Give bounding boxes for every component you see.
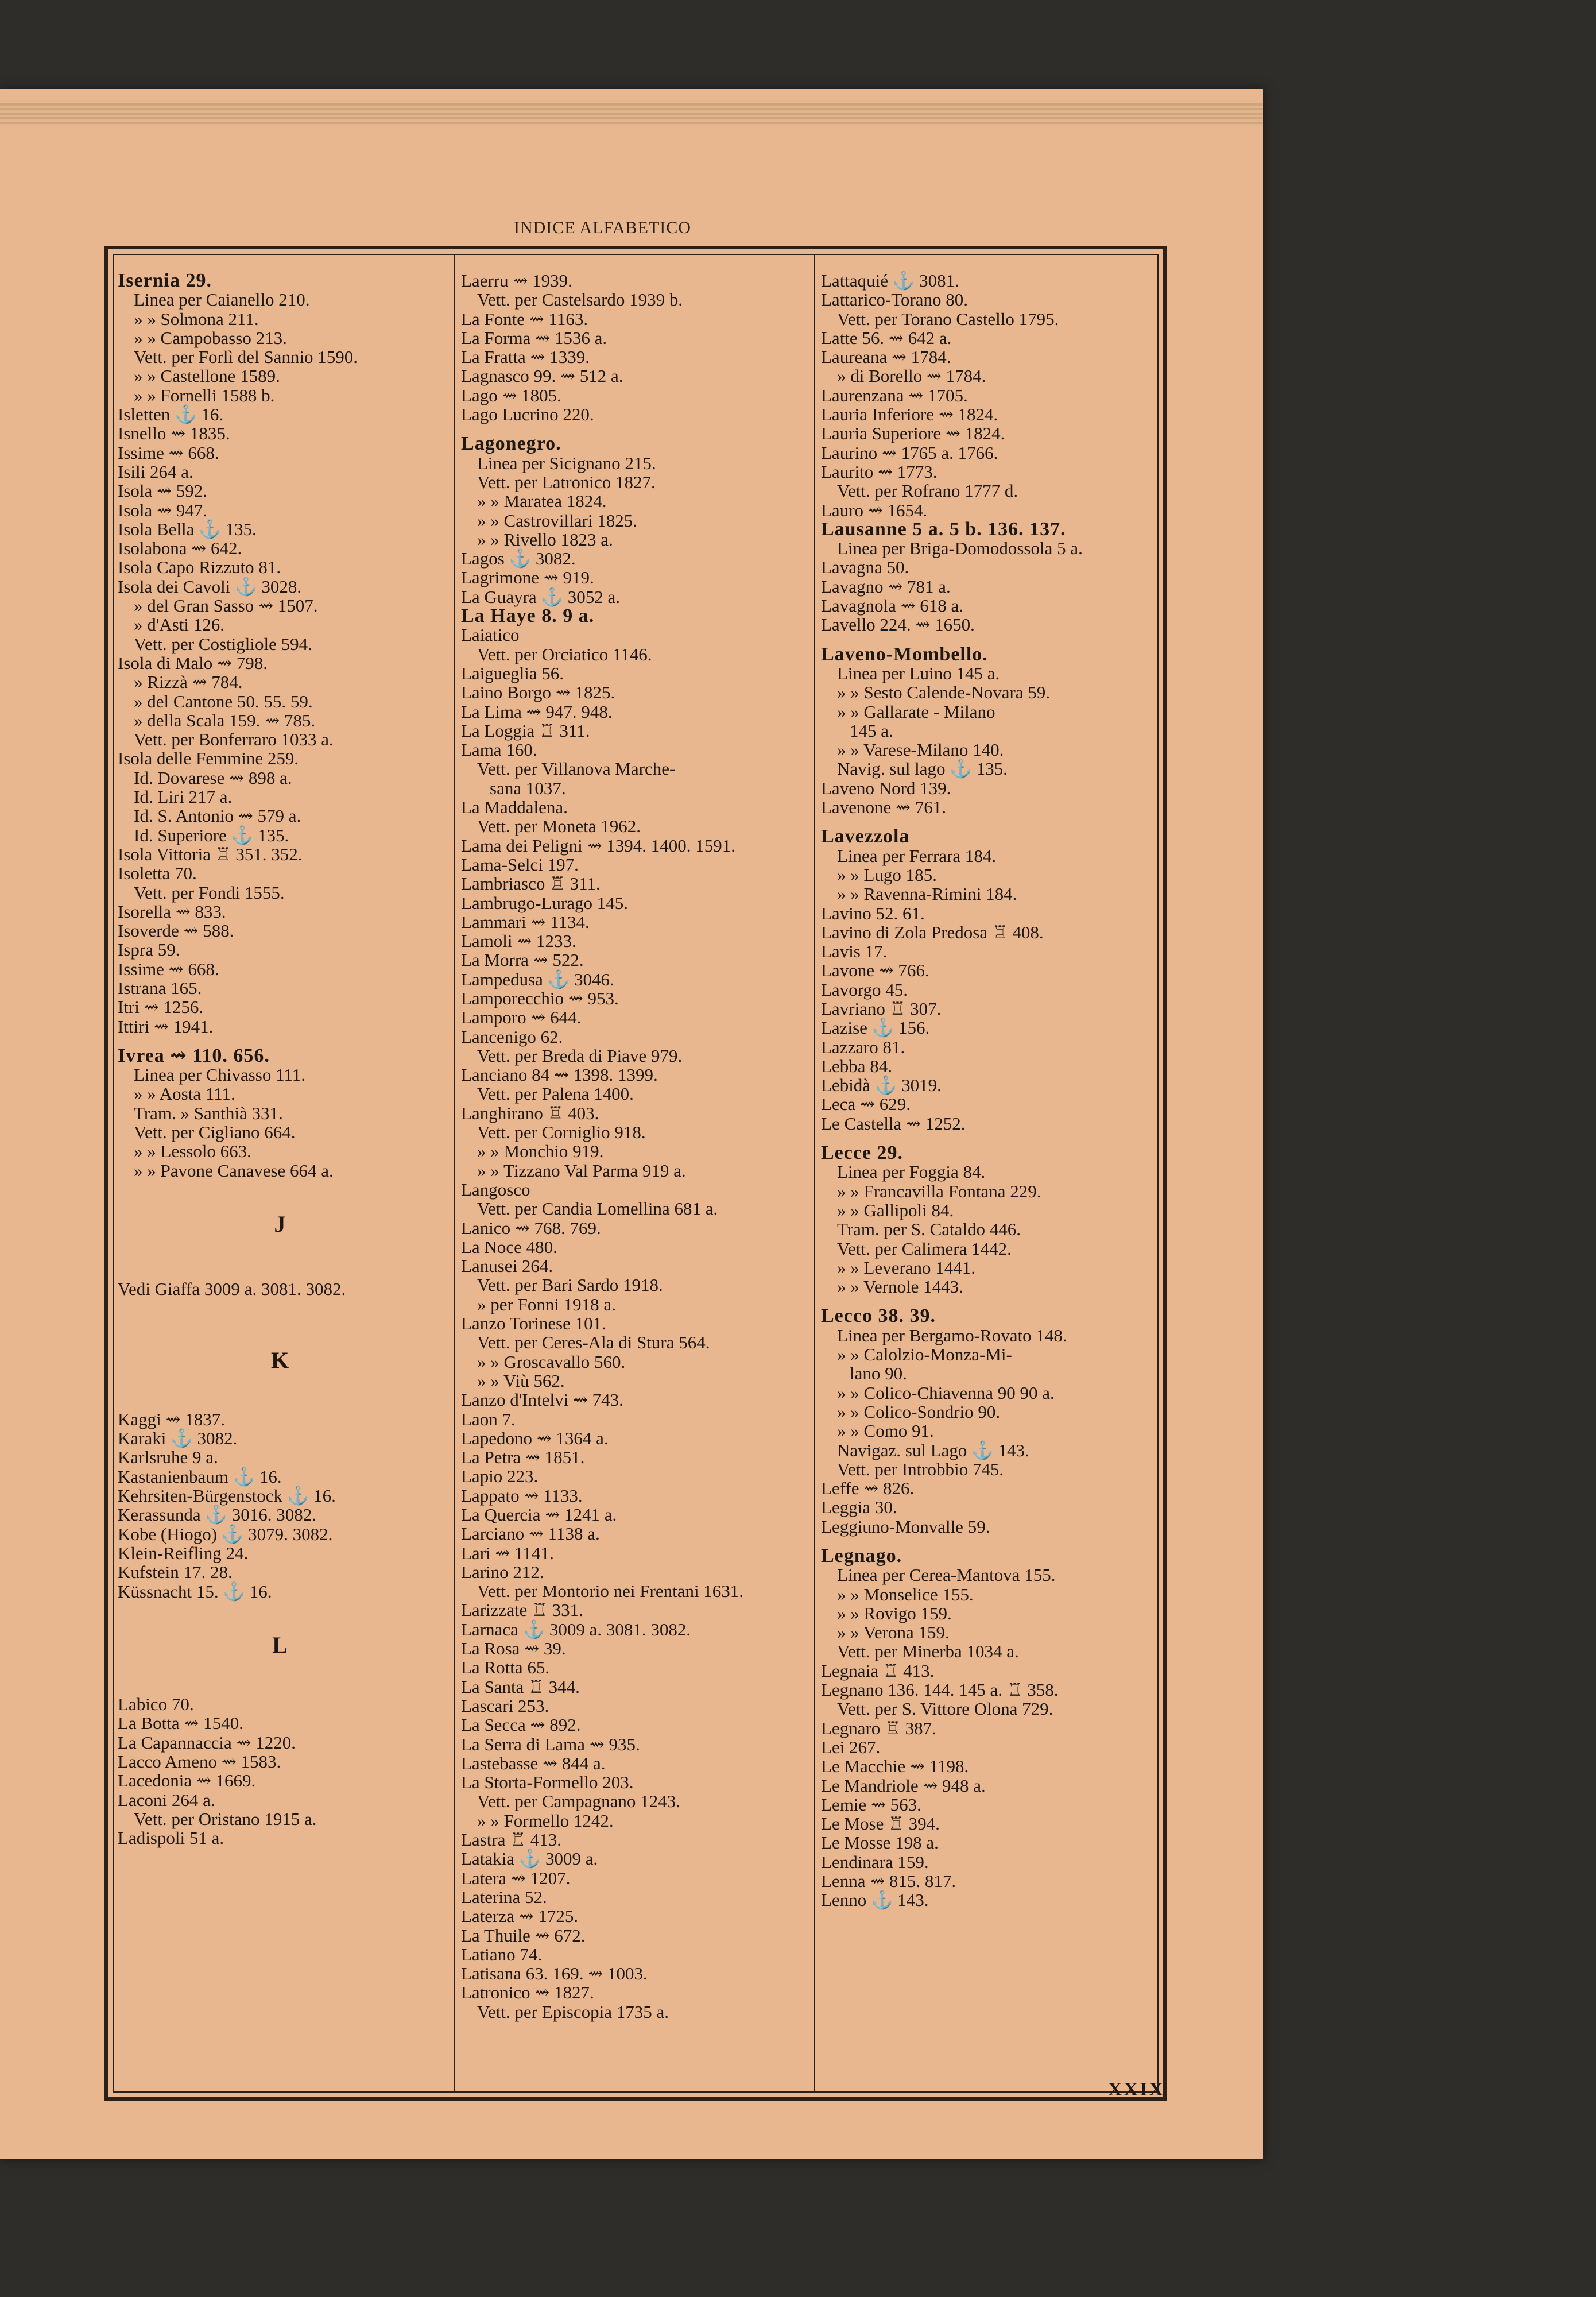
index-entry: Le Mandriole ⇝ 948 a. [821, 1775, 986, 1796]
index-entry: Latte 56. ⇝ 642 a. [821, 327, 952, 348]
index-entry: Vett. per Castelsardo 1939 b. [477, 289, 683, 310]
index-entry: Lavino 52. 61. [821, 903, 925, 923]
index-entry: La Forma ⇝ 1536 a. [461, 327, 607, 348]
index-entry: La Capannaccia ⇝ 1220. [118, 1732, 296, 1753]
index-entry: Lendinara 159. [821, 1851, 929, 1872]
index-entry: Ispra 59. [118, 939, 180, 960]
index-entry: » » Campobasso 213. [134, 327, 287, 348]
index-entry: Isolabona ⇝ 642. [118, 538, 242, 559]
index-entry: Kobe (Hiogo) ⚓ 3079. 3082. [118, 1523, 333, 1544]
index-entry: Id. Superiore ⚓ 135. [134, 825, 289, 845]
index-entry: » » Viù 562. [477, 1370, 565, 1391]
index-entry: Lanciano 84 ⇝ 1398. 1399. [461, 1065, 658, 1085]
index-entry: Vett. per Villanova Marche- [477, 759, 676, 779]
index-entry: Vett. per Cigliano 664. [134, 1122, 296, 1143]
index-heading: Lecco 38. 39. [821, 1305, 936, 1327]
index-entry: Ladispoli 51 a. [118, 1828, 224, 1849]
index-entry: Vett. per Fondi 1555. [134, 882, 285, 903]
index-entry: Larino 212. [461, 1561, 544, 1582]
index-entry: » » Formello 1242. [477, 1810, 614, 1831]
index-entry: Itri ⇝ 1256. [118, 997, 204, 1018]
index-entry: Lenna ⇝ 815. 817. [821, 1871, 956, 1892]
index-entry: Latronico ⇝ 1827. [461, 1982, 594, 2003]
index-entry: Leggia 30. [821, 1497, 897, 1518]
index-entry: Lei 267. [821, 1737, 881, 1757]
index-entry: La Maddalena. [461, 797, 568, 818]
index-column-2 [461, 271, 794, 2089]
index-entry: Laterza ⇝ 1725. [461, 1906, 579, 1927]
index-entry: Karaki ⚓ 3082. [118, 1428, 238, 1449]
index-entry: Isola di Malo ⇝ 798. [118, 652, 268, 673]
index-entry: La Loggia ♖ 311. [461, 720, 590, 741]
index-entry: Id. Dovarese ⇝ 898 a. [134, 767, 292, 788]
index-entry: Lazzaro 81. [821, 1037, 905, 1057]
index-heading: La Haye 8. 9 a. [461, 605, 595, 627]
index-entry: Isoletta 70. [118, 863, 197, 884]
index-entry: Lampedusa ⚓ 3046. [461, 969, 614, 989]
index-entry: Leggiuno-Monvalle 59. [821, 1516, 990, 1537]
index-entry: Legnano 136. 144. 145 a. ♖ 358. [821, 1680, 1059, 1700]
index-entry: Lavenone ⇝ 761. [821, 797, 946, 818]
index-entry: Klein-Reifling 24. [118, 1542, 249, 1563]
index-entry: Laconi 264 a. [118, 1789, 215, 1810]
index-entry: » » Colico-Sondrio 90. [837, 1401, 1001, 1422]
index-entry: Linea per Foggia 84. [837, 1162, 986, 1182]
running-head: INDICE ALFABETICO [514, 218, 691, 237]
index-entry: Linea per Briga-Domodossola 5 a. [837, 538, 1083, 559]
index-entry: Le Castella ⇝ 1252. [821, 1113, 966, 1134]
index-entry: Lanzo d'Intelvi ⇝ 743. [461, 1390, 623, 1410]
index-entry: » del Gran Sasso ⇝ 1507. [134, 595, 318, 616]
index-entry: Vett. per Rofrano 1777 d. [837, 481, 1018, 501]
index-entry: Lebba 84. [821, 1055, 892, 1076]
index-entry: Labico 70. [118, 1694, 194, 1715]
index-entry: La Guayra ⚓ 3052 a. [461, 586, 621, 607]
index-entry: Isola ⇝ 592. [118, 481, 207, 501]
index-entry: » » Sesto Calende-Novara 59. [837, 682, 1051, 703]
index-entry: Tram. » Santhià 331. [134, 1103, 283, 1123]
index-entry: Isola ⇝ 947. [118, 500, 207, 520]
index-entry: Lauro ⇝ 1654. [821, 500, 928, 520]
index-entry: Linea per Cerea-Mantova 155. [837, 1565, 1056, 1586]
index-entry: Vett. per Bari Sardo 1918. [477, 1275, 663, 1296]
index-entry: Laino Borgo ⇝ 1825. [461, 682, 615, 703]
index-column-3 [821, 271, 1154, 2089]
index-entry: Lauria Inferiore ⇝ 1824. [821, 404, 998, 425]
index-entry: Isola Vittoria ♖ 351. 352. [118, 844, 303, 864]
index-entry: Lago ⇝ 1805. [461, 385, 561, 405]
index-entry: » » Castellone 1589. [134, 366, 280, 386]
index-entry: La Rotta 65. [461, 1657, 550, 1678]
index-entry: » » Pavone Canavese 664 a. [134, 1160, 334, 1181]
index-entry: » » Francavilla Fontana 229. [837, 1181, 1041, 1201]
index-entry: Vett. per Oristano 1915 a. [134, 1808, 317, 1829]
index-entry: Lavis 17. [821, 941, 888, 962]
index-entry: Larnaca ⚓ 3009 a. 3081. 3082. [461, 1619, 691, 1639]
index-entry: Laurino ⇝ 1765 a. 1766. [821, 442, 998, 463]
index-entry: Vett. per Bonferraro 1033 a. [134, 729, 334, 750]
index-entry: Lambrugo-Lurago 145. [461, 892, 628, 913]
index-entry: La Fratta ⇝ 1339. [461, 347, 590, 368]
index-entry: Langosco [461, 1179, 530, 1200]
index-entry: Vett. per Introbbio 745. [837, 1459, 1004, 1479]
index-entry: Larizzate ♖ 331. [461, 1600, 583, 1621]
index-entry: Linea per Luino 145 a. [837, 663, 1000, 683]
index-entry: Vett. per Latronico 1827. [477, 471, 656, 492]
index-entry: » » Como 91. [837, 1421, 934, 1441]
index-entry: Laigueglia 56. [461, 663, 564, 683]
index-entry: Lamporecchio ⇝ 953. [461, 988, 619, 1008]
index-entry: Vett. per Forlì del Sannio 1590. [134, 347, 358, 368]
index-entry: Leca ⇝ 629. [821, 1094, 911, 1115]
index-entry: Küssnacht 15. ⚓ 16. [118, 1581, 272, 1602]
index-entry: Langhirano ♖ 403. [461, 1103, 599, 1123]
index-heading: Legnago. [821, 1545, 902, 1567]
index-entry: Navig. sul lago ⚓ 135. [837, 759, 1008, 779]
index-entry: Latera ⇝ 1207. [461, 1867, 571, 1888]
index-entry: Vett. per Corniglio 918. [477, 1122, 646, 1143]
index-entry: Isorella ⇝ 833. [118, 901, 226, 922]
index-entry: » » Vernole 1443. [837, 1277, 963, 1297]
index-entry: Lastra ♖ 413. [461, 1830, 561, 1850]
index-entry: » » Gallarate - Milano [837, 701, 995, 722]
index-entry: Linea per Caianello 210. [134, 289, 310, 310]
index-entry: Vett. per Campagnano 1243. [477, 1791, 680, 1812]
index-entry: Vett. per S. Vittore Olona 729. [837, 1699, 1053, 1719]
index-entry: » del Cantone 50. 55. 59. [134, 691, 313, 711]
index-entry: » » Rivello 1823 a. [477, 529, 613, 550]
index-heading: Lausanne 5 a. 5 b. 136. 137. [821, 518, 1066, 540]
index-entry: Le Mosse 198 a. [821, 1832, 939, 1853]
index-entry: Navigaz. sul Lago ⚓ 143. [837, 1440, 1029, 1460]
index-entry: Lavriano ♖ 307. [821, 998, 942, 1019]
index-entry: Lanusei 264. [461, 1256, 553, 1277]
index-entry: Leffe ⇝ 826. [821, 1478, 915, 1499]
index-entry: Issime ⇝ 668. [118, 958, 219, 979]
index-entry: Laterina 52. [461, 1886, 547, 1907]
index-entry: Le Macchie ⇝ 1198. [821, 1756, 969, 1777]
index-entry: Vett. per Costigliole 594. [134, 633, 312, 654]
index-entry: Legnaia ♖ 413. [821, 1660, 935, 1681]
index-entry: Lacco Ameno ⇝ 1583. [118, 1751, 281, 1772]
index-entry: » d'Asti 126. [134, 614, 225, 635]
index-heading: Lagonegro. [461, 433, 561, 455]
index-entry: Lavagnola ⇝ 618 a. [821, 595, 964, 616]
index-entry: La Noce 480. [461, 1236, 557, 1257]
index-entry: Lagnasco 99. ⇝ 512 a. [461, 366, 623, 386]
index-entry: Lavello 224. ⇝ 1650. [821, 614, 975, 635]
index-entry: Le Mose ♖ 394. [821, 1813, 940, 1834]
index-entry: » » Castrovillari 1825. [477, 510, 637, 531]
index-entry: Isola delle Femmine 259. [118, 748, 299, 769]
index-entry: Vett. per Minerba 1034 a. [837, 1641, 1019, 1662]
index-entry: Laerru ⇝ 1939. [461, 271, 572, 291]
index-entry: Lebidà ⚓ 3019. [821, 1075, 942, 1096]
index-entry: Lama-Selci 197. [461, 854, 579, 875]
index-entry: » » Aosta 111. [134, 1084, 235, 1104]
index-entry: Issime ⇝ 668. [118, 442, 219, 463]
column-rule-1 [454, 254, 455, 2093]
index-entry: Ittiri ⇝ 1941. [118, 1016, 214, 1037]
index-entry: » di Borello ⇝ 1784. [837, 366, 986, 386]
index-heading: Lecce 29. [821, 1142, 904, 1164]
index-entry: La Petra ⇝ 1851. [461, 1447, 585, 1468]
index-entry: sana 1037. [490, 778, 566, 798]
index-entry: » » Maratea 1824. [477, 491, 607, 512]
section-letter: K [270, 1347, 289, 1373]
index-entry: » per Fonni 1918 a. [477, 1294, 616, 1314]
index-entry: Larciano ⇝ 1138 a. [461, 1523, 600, 1544]
index-entry: Lenno ⚓ 143. [821, 1890, 929, 1911]
index-entry: Kastanienbaum ⚓ 16. [118, 1466, 282, 1487]
index-heading: Isernia 29. [118, 271, 212, 291]
index-entry: » » Lugo 185. [837, 864, 937, 885]
index-entry: Lastebasse ⇝ 844 a. [461, 1753, 606, 1773]
index-entry: » » Varese-Milano 140. [837, 740, 1004, 760]
index-entry: Lascari 253. [461, 1695, 549, 1716]
index-entry: » » Leverano 1441. [837, 1257, 976, 1278]
index-entry: La Secca ⇝ 892. [461, 1715, 581, 1735]
page-number: XXIX [1108, 2079, 1165, 2100]
index-entry: » » Fornelli 1588 b. [134, 385, 275, 405]
index-entry: La Rosa ⇝ 39. [461, 1638, 566, 1659]
index-entry: Laon 7. [461, 1409, 516, 1429]
index-entry: » della Scala 159. ⇝ 785. [134, 710, 316, 730]
index-entry: Vett. per Candia Lomellina 681 a. [477, 1198, 718, 1219]
index-entry: » » Gallipoli 84. [837, 1200, 954, 1220]
index-entry: Linea per Bergamo-Rovato 148. [837, 1325, 1067, 1345]
index-entry: Vett. per Breda di Piave 979. [477, 1045, 683, 1066]
index-entry: La Botta ⇝ 1540. [118, 1713, 243, 1734]
index-entry: Vett. per Moneta 1962. [477, 816, 641, 837]
index-entry: Laiatico [461, 625, 520, 645]
index-entry: Lama 160. [461, 740, 537, 760]
index-heading: Ivrea ⇝ 110. 656. [118, 1045, 270, 1066]
index-entry: Karlsruhe 9 a. [118, 1447, 218, 1468]
index-entry: Lamporo ⇝ 644. [461, 1007, 582, 1028]
index-entry: La Quercia ⇝ 1241 a. [461, 1505, 617, 1525]
index-entry: Id. Liri 217 a. [134, 787, 233, 807]
index-entry: La Morra ⇝ 522. [461, 950, 584, 970]
index-entry: Isnello ⇝ 1835. [118, 423, 230, 444]
index-entry: Laveno Nord 139. [821, 778, 951, 798]
index-entry: La Lima ⇝ 947. 948. [461, 701, 613, 722]
index-entry: Latisana 63. 169. ⇝ 1003. [461, 1963, 648, 1984]
index-heading: Lavezzola [821, 826, 910, 848]
index-entry: Vett. per Calimera 1442. [837, 1238, 1012, 1259]
index-entry: Latiano 74. [461, 1944, 543, 1965]
index-heading: Laveno-Mombello. [821, 643, 988, 665]
index-entry: La Fonte ⇝ 1163. [461, 308, 588, 329]
index-entry: Lavorgo 45. [821, 979, 908, 1000]
index-entry: » » Rovigo 159. [837, 1603, 952, 1623]
index-entry: Lari ⇝ 1141. [461, 1542, 554, 1563]
index-entry: Lagos ⚓ 3082. [461, 548, 576, 569]
index-entry: Lago Lucrino 220. [461, 404, 594, 425]
index-entry: Isili 264 a. [118, 461, 193, 482]
index-entry: Laurenzana ⇝ 1705. [821, 385, 968, 405]
index-entry: La Thuile ⇝ 672. [461, 1925, 586, 1946]
index-entry: Kerassunda ⚓ 3016. 3082. [118, 1505, 316, 1525]
index-entry: Lemie ⇝ 563. [821, 1794, 921, 1815]
index-entry: Lavino di Zola Predosa ♖ 408. [821, 922, 1044, 942]
index-entry: Legnaro ♖ 387. [821, 1718, 936, 1738]
index-entry: Lattarico-Torano 80. [821, 289, 969, 310]
index-entry: Lancenigo 62. [461, 1026, 563, 1047]
index-entry: Lappato ⇝ 1133. [461, 1485, 583, 1506]
index-entry: La Santa ♖ 344. [461, 1676, 580, 1697]
index-entry: Kufstein 17. 28. [118, 1562, 233, 1583]
index-entry: Kaggi ⇝ 1837. [118, 1409, 225, 1429]
index-entry: Isola Capo Rizzuto 81. [118, 557, 281, 578]
index-entry: La Serra di Lama ⇝ 935. [461, 1734, 640, 1754]
index-entry: Lazise ⚓ 156. [821, 1018, 930, 1038]
index-entry [821, 635, 1154, 645]
index-entry: Vett. per Episcopia 1735 a. [477, 2001, 669, 2022]
page-stack-edge [0, 103, 1263, 126]
index-entry: » » Solmona 211. [134, 308, 259, 329]
index-entry: Vedi Giaffa 3009 a. 3081. 3082. [118, 1279, 346, 1300]
index-entry: Lamoli ⇝ 1233. [461, 931, 576, 952]
index-entry: » » Groscavallo 560. [477, 1351, 626, 1372]
index-entry: Linea per Chivasso 111. [134, 1065, 306, 1085]
index-entry: Lapedono ⇝ 1364 a. [461, 1428, 609, 1448]
index-entry: » » Calolzio-Monza-Mi- [837, 1344, 1012, 1365]
index-entry: » » Verona 159. [837, 1622, 950, 1643]
index-entry: Vett. per Orciatico 1146. [477, 644, 652, 664]
index-entry: Isola Bella ⚓ 135. [118, 519, 257, 539]
index-entry: Isletten ⚓ 16. [118, 404, 224, 425]
index-entry: Isola dei Cavoli ⚓ 3028. [118, 576, 302, 597]
index-entry: Lambriasco ♖ 311. [461, 873, 601, 894]
index-entry: Linea per Ferrara 184. [837, 845, 997, 866]
index-entry: Lanzo Torinese 101. [461, 1313, 606, 1334]
index-entry: Laureana ⇝ 1784. [821, 347, 951, 368]
index-entry: Lacedonia ⇝ 1669. [118, 1770, 256, 1791]
index-entry: 145 a. [850, 720, 893, 741]
index-entry: » Rizzà ⇝ 784. [134, 672, 243, 693]
index-entry: » » Monselice 155. [837, 1584, 974, 1604]
index-entry: » » Tizzano Val Parma 919 a. [477, 1160, 686, 1181]
index-entry: Vett. per Torano Castello 1795. [837, 308, 1059, 329]
index-entry: Vett. per Palena 1400. [477, 1084, 634, 1104]
section-letter: J [274, 1211, 286, 1237]
index-entry: Lammari ⇝ 1134. [461, 911, 590, 932]
index-entry: Lanico ⇝ 768. 769. [461, 1217, 601, 1238]
index-entry: Lavagna 50. [821, 557, 909, 578]
index-entry: Id. S. Antonio ⇝ 579 a. [134, 806, 301, 826]
index-entry: Isoverde ⇝ 588. [118, 921, 234, 941]
index-entry: » » Ravenna-Rimini 184. [837, 884, 1017, 904]
index-entry: Lavone ⇝ 766. [821, 960, 929, 981]
column-rule-2 [814, 254, 815, 2093]
index-entry: Vett. per Ceres-Ala di Stura 564. [477, 1332, 710, 1353]
index-entry: » » Monchio 919. [477, 1141, 604, 1162]
index-entry: lano 90. [850, 1363, 907, 1384]
index-entry: Lapio 223. [461, 1466, 539, 1487]
index-entry: » » Lessolo 663. [134, 1141, 251, 1162]
index-entry: Latakia ⚓ 3009 a. [461, 1849, 598, 1869]
index-entry: Lattaquié ⚓ 3081. [821, 271, 959, 291]
index-entry: Lauria Superiore ⇝ 1824. [821, 423, 1005, 444]
section-letter: L [272, 1631, 288, 1658]
index-entry: Istrana 165. [118, 977, 202, 998]
index-entry: Vett. per Montorio nei Frentani 1631. [477, 1581, 744, 1602]
index-entry: Tram. per S. Cataldo 446. [837, 1219, 1021, 1240]
index-entry: Lama dei Peligni ⇝ 1394. 1400. 1591. [461, 835, 736, 856]
index-entry: Linea per Sicignano 215. [477, 453, 656, 473]
index-entry: Laurito ⇝ 1773. [821, 461, 938, 482]
index-entry: Lavagno ⇝ 781 a. [821, 576, 951, 597]
index-entry: La Storta-Formello 203. [461, 1772, 634, 1793]
index-column-1 [118, 271, 442, 2089]
index-entry: » » Colico-Chiavenna 90 90 a. [837, 1382, 1055, 1403]
index-entry: Kehrsiten-Bürgenstock ⚓ 16. [118, 1486, 336, 1506]
index-entry: Lagrimone ⇝ 919. [461, 567, 594, 588]
